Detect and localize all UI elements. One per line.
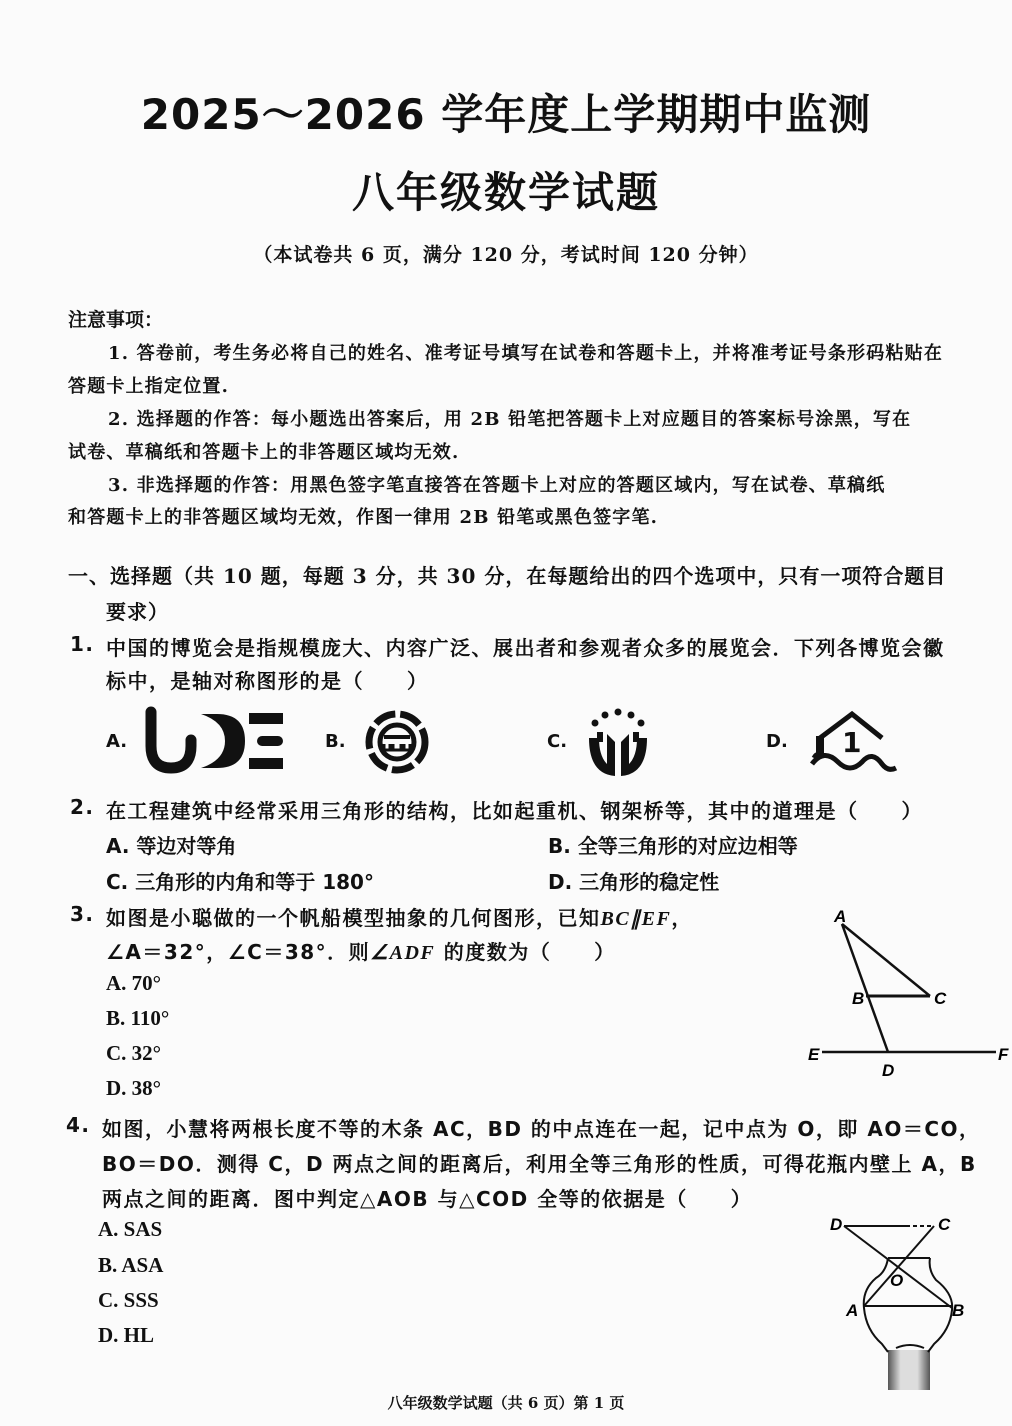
option-label: A. [98,1217,119,1241]
notice-item-1-line1: 1. 答卷前，考生务必将自己的姓名、准考证号填写在试卷和答题卡上，并将准考证号条形码粘贴在 [108,343,944,364]
exam-subtitle: （本试卷共 6 页，满分 120 分，考试时间 120 分钟） [253,244,759,266]
option-text: 三角形的稳定性 [579,870,720,894]
section-heading-multiple-choice: 一、选择题（共 10 题，每题 3 分，共 30 分，在每题给出的四个选项中，只有一项符合题目 [68,564,947,588]
option-a[interactable] [106,830,236,859]
svg-text:A: A [846,1301,859,1320]
question-1-text-line2: 标中，是轴对称图形的是（ ） [106,669,429,693]
subject-title: 八年级数学试题 [351,168,660,217]
option-d[interactable] [548,866,719,895]
svg-text:C: C [938,1215,951,1234]
svg-text:A: A [834,907,847,926]
option-label: D. [98,1323,119,1347]
vase-geometry-figure [810,1200,990,1390]
svg-text:B: B [852,989,865,1008]
option-label: C. [106,1041,127,1065]
option-label: C. [98,1288,119,1312]
option-a-label: A. [106,731,128,752]
notice-item-3-line1: 3. 非选择题的作答：用黑色签字笔直接答在答题卡上对应的答题区域内，写在试卷、草稿纸 [108,475,886,496]
math-expression: ∠ADF [370,942,436,964]
option-b[interactable] [548,830,798,859]
option-text: 32° [131,1041,162,1065]
option-label: C. [106,870,129,894]
exam-title: 2025～2026 学年度上学期期中监测 [140,90,872,139]
option-c[interactable] [106,1041,161,1066]
option-a[interactable] [98,1217,162,1242]
option-label: D. [548,870,573,894]
option-text: 110° [130,1006,170,1030]
math-expression: BC∥EF [600,908,672,930]
option-text: 等边对等角 [136,834,237,858]
option-label: A. [106,834,130,858]
ude-logo-icon [145,710,285,772]
option-text: 三角形的内角和等于 180° [135,870,374,894]
notice-item-2-line1: 2. 选择题的作答：每小题选出答案后，用 2B 铅笔把答题卡上对应题目的答案标号涂黑，写在 [108,409,912,430]
question-3-text-line2: ∠A＝32°，∠C＝38°．则∠ADF 的度数为（ ） [106,940,616,964]
svg-text:C: C [934,989,947,1008]
svg-text:E: E [808,1045,820,1064]
option-d-label: D. [766,731,788,752]
option-text: SAS [123,1217,163,1241]
option-text: ASA [121,1253,164,1277]
option-text: HL [123,1323,155,1347]
sailboat-geometry-figure [790,900,1012,1090]
dotted-arc-logo-icon [585,708,651,778]
svg-text:B: B [952,1301,965,1320]
svg-text:O: O [890,1271,904,1290]
option-b-label: B. [325,731,346,752]
question-4-text-line1: 如图，小慧将两根长度不等的木条 AC，BD 的中点连在一起，记中点为 O，即 AO＝CO， [102,1117,981,1141]
option-text: 70° [131,971,162,995]
svg-text:D: D [882,1061,895,1080]
question-number: 1. [70,632,95,656]
svg-text:D: D [830,1215,843,1234]
option-label: B. [548,834,571,858]
option-label: B. [106,1006,126,1030]
section-heading-line2: 要求） [106,600,169,624]
notice-item-2-line2: 试卷、草稿纸和答题卡上的非答题区域均无效. [68,442,460,463]
option-text: SSS [123,1288,159,1312]
question-4-text-line3: 两点之间的距离．图中判定△AOB 与△COD 全等的依据是（ ） [102,1187,753,1211]
notice-heading: 注意事项： [68,309,164,331]
option-b[interactable] [106,1006,169,1031]
notice-item-3-line2: 和答题卡上的非答题区域均无效，作图一律用 2B 铅笔或黑色签字笔. [68,507,659,528]
question-2-text: 在工程建筑中经常采用三角形的结构，比如起重机、钢架桥等，其中的道理是（ ） [106,799,923,823]
option-c[interactable] [98,1288,159,1313]
option-label: B. [98,1253,118,1277]
question-4-text-line2: BO＝DO．测得 C，D 两点之间的距离后，利用全等三角形的性质，可得花瓶内壁上 A，B [102,1152,977,1176]
option-c-label: C. [547,731,568,752]
option-c[interactable] [106,866,374,895]
circular-flower-logo-icon [362,710,432,774]
question-3-text-line1: 如图是小聪做的一个帆船模型抽象的几何图形，已知BC∥EF， [106,906,693,930]
option-text: 全等三角形的对应边相等 [577,834,798,858]
option-label: A. [106,971,127,995]
question-number: 2. [70,795,95,819]
question-number: 4. [66,1113,91,1137]
house-wave-logo-icon [806,708,898,778]
option-label: D. [106,1076,127,1100]
svg-text:1: 1 [842,726,862,759]
notice-item-1-line2: 答题卡上指定位置. [68,376,230,397]
option-b[interactable] [98,1253,163,1278]
option-text: 38° [131,1076,162,1100]
svg-text:F: F [998,1045,1009,1064]
question-number: 3. [70,902,95,926]
question-1-text-line1: 中国的博览会是指规模庞大、内容广泛、展出者和参观者众多的展览会．下列各博览会徽 [106,636,945,660]
option-d[interactable] [98,1323,154,1348]
option-d[interactable] [106,1076,161,1101]
page-footer: 八年级数学试题（共 6 页）第 1 页 [387,1394,625,1412]
option-a[interactable] [106,971,161,996]
